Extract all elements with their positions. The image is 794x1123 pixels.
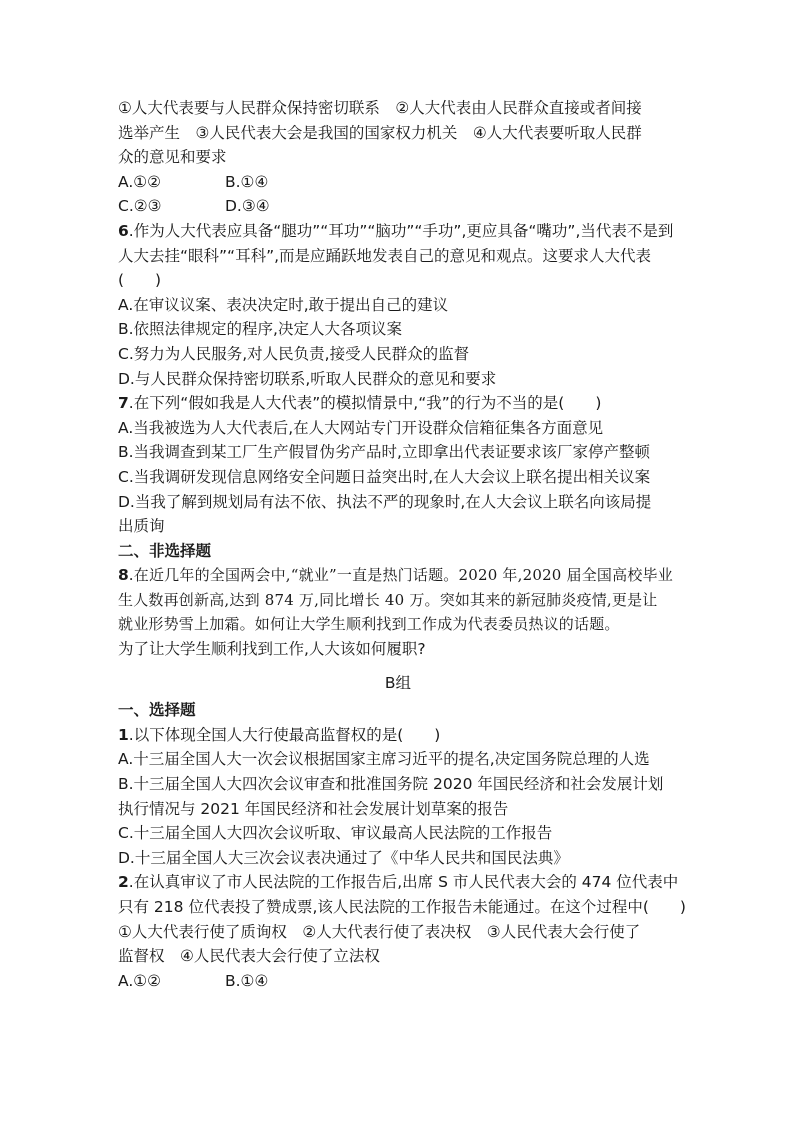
q5-option-c: C.②③ (118, 197, 162, 216)
b-q1-number: 1 (118, 725, 129, 744)
section-heading-choice: 一、选择题 (118, 701, 196, 720)
b-q1-stem (118, 723, 678, 748)
q5-statement-line-1: ①人大代表要与人民群众保持密切联系 ②人大代表由人民群众直接或者间接 (118, 99, 642, 117)
b-q2-number: 2 (118, 873, 129, 892)
q5-option-d: D.③④ (225, 197, 270, 216)
group-b-title: B组 (384, 673, 412, 692)
b-q1-option-b-cont: 执行情况与 2021 年国民经济和社会发展计划草案的报告 (118, 799, 509, 818)
b-q1-option-c: C.十三届全国人大四次会议听取、审议最高人民法院的工作报告 (118, 824, 553, 843)
q6-option-b: B.依照法律规定的程序,决定人大各项议案 (118, 320, 402, 339)
q6-answer-blank: ( ) (118, 271, 162, 290)
q7-option-b: B.当我调查到某工厂生产假冒伪劣产品时,立即拿出代表证要求该厂家停产整顿 (118, 443, 650, 462)
b-q1-stem-text: .以下体现全国人大行使最高监督权的是( ) (128, 725, 441, 744)
page-content (118, 96, 686, 993)
q7-stem-line-1 (118, 391, 678, 416)
q8-material-line-3: 就业形势雪上加霜。如何让大学生顺利找到工作成为代表委员热议的话题。 (118, 615, 620, 634)
q6-stem-line-2: 人大去挂“眼科”“耳科”,而是应踊跃地发表自己的意见和观点。这要求人大代表 (118, 246, 652, 265)
q7-option-a: A.当我被选为人大代表后,在人大网站专门开设群众信箱征集各方面意见 (118, 418, 604, 437)
q6-option-d: D.与人民群众保持密切联系,听取人民群众的意见和要求 (118, 369, 497, 388)
b-q2-options-row-1 (118, 969, 678, 994)
b-q2-statement-line-1: ①人大代表行使了质询权 ②人大代表行使了表决权 ③人民代表大会行使了 (118, 922, 641, 941)
q7-number: 7 (118, 394, 129, 413)
q8-material-line-2: 生人数再创新高,达到 874 万,同比增长 40 万。突如其来的新冠肺炎疫情,更是让 (118, 590, 658, 609)
q5-options-row-1 (118, 170, 678, 195)
q8-material-line-1 (118, 563, 678, 588)
q5-option-a: A.①② (118, 172, 162, 191)
b-q1-option-b: B.十三届全国人大四次会议审查和批准国务院 2020 年国民经济和社会发展计划 (118, 775, 664, 794)
b-q2-statement-line-2: 监督权 ④人民代表大会行使了立法权 (118, 947, 380, 966)
q7-option-d-cont: 出质询 (118, 517, 165, 536)
section-heading-non-choice: 二、非选择题 (118, 541, 212, 560)
q5-option-b: B.①④ (225, 172, 269, 191)
b-q1-option-a: A.十三届全国人大一次会议根据国家主席习近平的提名,决定国务院总理的人选 (118, 750, 650, 769)
q5-statement-line-2: 选举产生 ③人民代表大会是我国的国家权力机关 ④人大代表要听取人民群 (118, 123, 642, 142)
b-q2-option-b: B.①④ (225, 971, 269, 990)
q6-option-c: C.努力为人民服务,对人民负责,接受人民群众的监督 (118, 344, 470, 363)
q7-option-c: C.当我调研发现信息网络安全问题日益突出时,在人大会议上联名提出相关议案 (118, 467, 651, 486)
q7-stem-text: .在下列“假如我是人大代表”的模拟情景中,“我”的行为不当的是( ) (128, 394, 602, 413)
b-q2-stem-text: .在认真审议了市人民法院的工作报告后,出席 S 市人民代表大会的 474 位代表中 (128, 873, 679, 892)
q6-stem-line-1 (118, 219, 678, 244)
q8-question: 为了让大学生顺利找到工作,人大该如何履职? (118, 640, 426, 659)
b-q1-option-d: D.十三届全国人大三次会议表决通过了《中华人民共和国民法典》 (118, 848, 569, 867)
b-q2-option-a: A.①② (118, 971, 162, 990)
q6-stem-text: .作为人大代表应具备“腿功”“耳功”“脑功”“手功”,更应具备“嘴功”,当代表不是到 (128, 221, 674, 240)
q8-material-text: .在近几年的全国两会中,“就业”一直是热门话题。2020 年,2020 届全国高校毕业 (128, 566, 673, 585)
q6-number: 6 (118, 221, 129, 240)
q5-statement-line-3: 众的意见和要求 (118, 148, 227, 167)
q5-options-row-2 (118, 194, 678, 219)
q8-number: 8 (118, 566, 129, 585)
q7-option-d: D.当我了解到规划局有法不依、执法不严的现象时,在人大会议上联名向该局提 (118, 492, 652, 511)
q6-option-a: A.在审议议案、表决决定时,敢于提出自己的建议 (118, 295, 449, 314)
b-q2-stem-line-1 (118, 870, 678, 895)
b-q2-stem-line-2: 只有 218 位代表投了赞成票,该人民法院的工作报告未能通过。在这个过程中( ) (118, 898, 686, 916)
